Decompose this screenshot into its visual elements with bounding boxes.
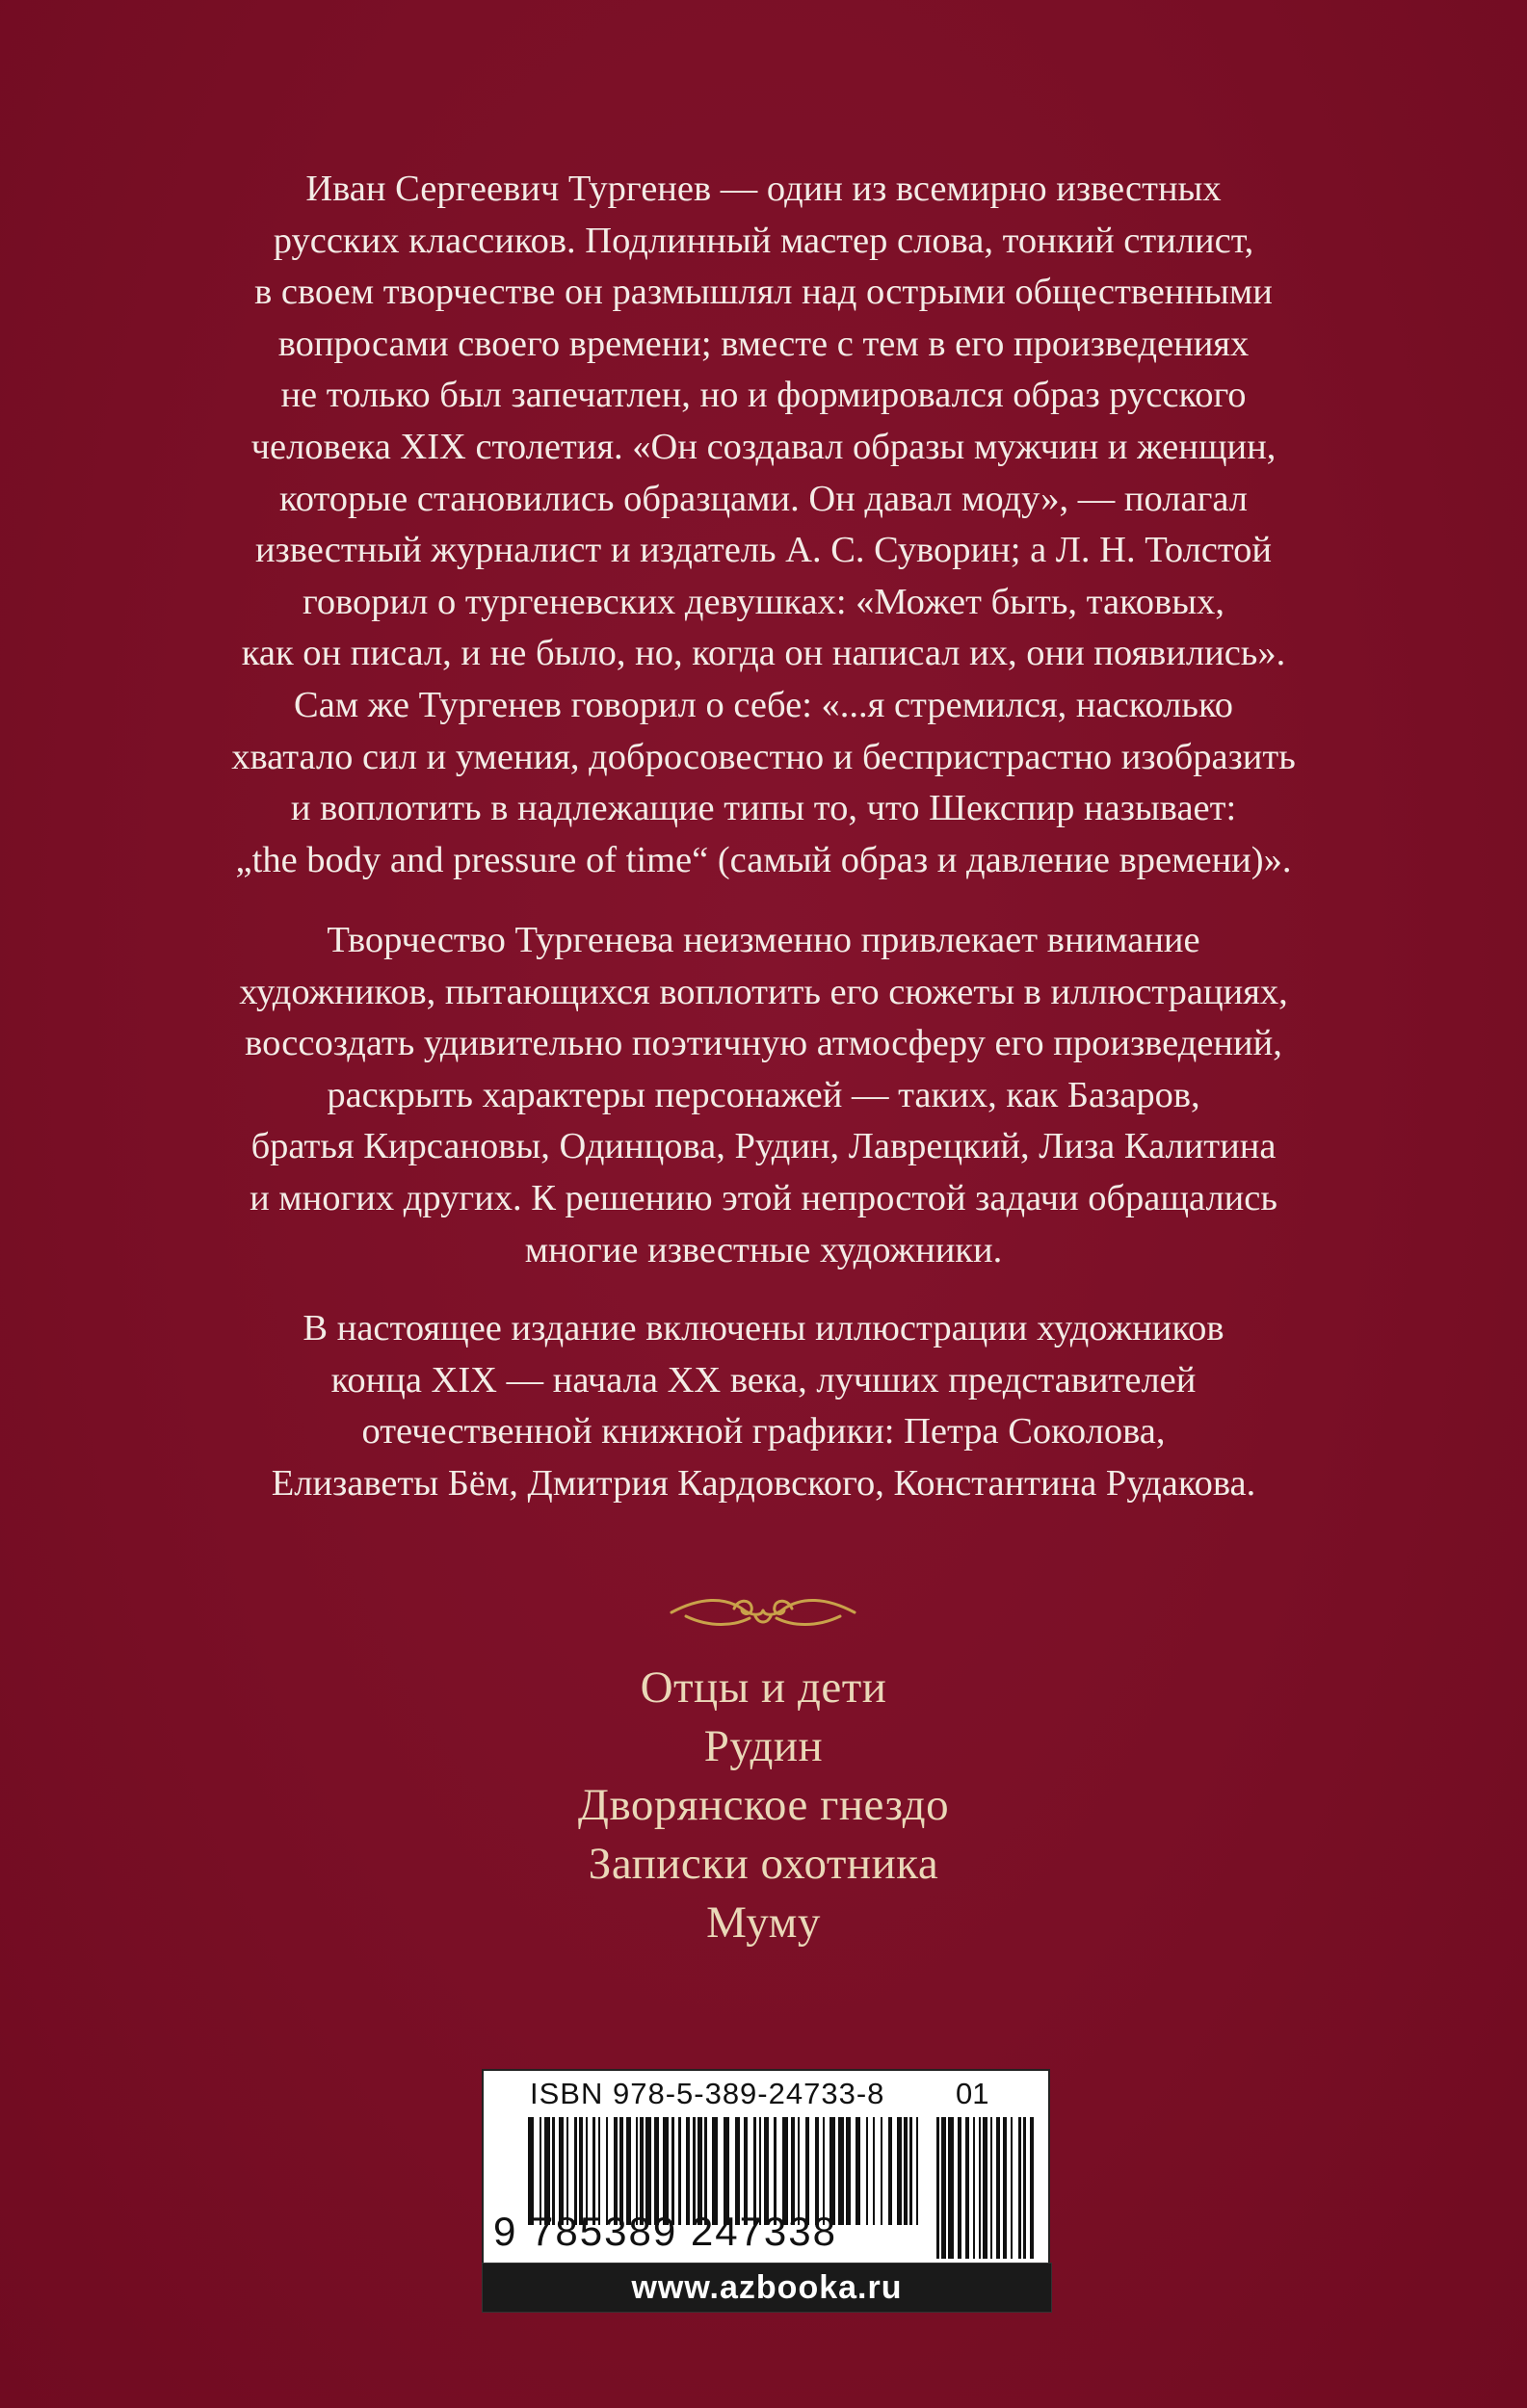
text-line: отечественной книжной графики: Петра Соколова,: [361, 1411, 1166, 1453]
barcode-bar: [936, 2117, 939, 2259]
ornament-flourish-icon: [667, 1587, 859, 1637]
work-title: Отцы и дети: [640, 1662, 887, 1713]
text-line: братья Кирсановы, Одинцова, Рудин, Лаврецкий, Лиза Калитина: [250, 1126, 1277, 1167]
contents-list: [385, 1659, 1142, 1952]
barcode-bar: [983, 2117, 987, 2259]
barcode-bar: [856, 2117, 860, 2225]
barcode-bar: [973, 2117, 975, 2259]
text-line: не только был запечатлен, но и формировался образ русского: [280, 375, 1247, 416]
text-line: художников, пытающихся воплотить его сюжеты в иллюстрациях,: [239, 971, 1288, 1012]
description-paragraph-3: [145, 1303, 1382, 1509]
barcode-bar: [846, 2117, 851, 2225]
text-line: В настоящее издание включены иллюстрации художников: [303, 1308, 1224, 1348]
text-line: хватало сил и умения, добросовестно и беспристрастно изобразить: [231, 736, 1296, 777]
description-paragraph-1: [145, 164, 1382, 886]
barcode-bar: [881, 2117, 882, 2225]
text-line: русских классиков. Подлинный мастер слова, тонкий стилист,: [273, 220, 1254, 261]
text-line: Иван Сергеевич Тургенев — один из всемирно известных: [305, 169, 1222, 209]
isbn-barcode: [482, 2069, 1050, 2264]
text-line: и воплотить в надлежащие типы то, что Шекспир называет:: [290, 788, 1237, 829]
text-line: воссоздать удивительно поэтичную атмосферу его произведений,: [245, 1023, 1282, 1064]
text-line: конца XIX — начала XX века, лучших представителей: [330, 1359, 1197, 1400]
barcode-bar: [838, 2117, 844, 2225]
barcode-bar: [904, 2117, 908, 2225]
work-title: Рудин: [703, 1721, 824, 1771]
barcode-bar: [965, 2117, 969, 2259]
barcode-bar: [1030, 2117, 1034, 2259]
text-line: в своем творчестве он размышлял над острыми общественными: [254, 272, 1273, 313]
text-line: Творчество Тургенева неизменно привлекает внимание: [327, 920, 1200, 960]
work-title: Дворянское гнездо: [577, 1780, 950, 1830]
barcode-bar: [1018, 2117, 1021, 2259]
barcode-bar: [866, 2117, 868, 2225]
barcode-bar: [909, 2117, 912, 2225]
isbn-label: ISBN 978-5-389-24733-8: [530, 2077, 885, 2110]
barcode-bar: [990, 2117, 992, 2259]
barcode-bar: [897, 2117, 902, 2225]
barcode-bar: [941, 2117, 946, 2259]
barcode-bar: [873, 2117, 875, 2225]
text-line: Сам же Тургенев говорил о себе: «...я стремился, насколько: [294, 684, 1233, 725]
text-line: и многих других. К решению этой непростой задачи обращались: [250, 1177, 1277, 1218]
text-line: известный журналист и издатель А. С. Суворин; а Л. Н. Толстой: [254, 530, 1273, 571]
barcode-bar: [1023, 2117, 1026, 2259]
description-paragraph-2: [145, 915, 1382, 1276]
barcode-bar: [916, 2117, 918, 2225]
barcode-digits: 9 785389 247338: [493, 2209, 837, 2254]
text-line: которые становились образцами. Он давал моду», — полагал: [278, 478, 1249, 519]
text-line: говорил о тургеневских девушках: «Может быть, таковых,: [303, 581, 1224, 622]
text-line: как он писал, и не было, но, когда он написал их, они появились».: [241, 633, 1286, 674]
barcode-bar: [979, 2117, 981, 2259]
barcode-bar: [996, 2117, 1000, 2259]
text-line: Елизаветы Бём, Дмитрия Кардовского, Константина Рудакова.: [271, 1462, 1256, 1504]
text-line: многие известные художники.: [524, 1229, 1003, 1270]
barcode-bar: [1003, 2117, 1007, 2259]
barcode-bar: [958, 2117, 961, 2259]
website-url: www.azbooka.ru: [482, 2263, 1052, 2313]
work-title: Муму: [706, 1898, 821, 1948]
text-line: вопросами своего времени; вместе с тем в его произведениях: [277, 323, 1250, 364]
barcode-bar: [948, 2117, 954, 2259]
text-line: раскрыть характеры персонажей — таких, как Базаров,: [327, 1074, 1200, 1115]
text-line: „the body and pressure of time“ (самый образ и давление времени)».: [235, 839, 1292, 880]
barcode-bar: [1011, 2117, 1013, 2259]
barcode-bar: [888, 2117, 892, 2225]
work-title: Записки охотника: [588, 1839, 939, 1889]
isbn-addon-code: 01: [956, 2077, 989, 2110]
text-line: человека XIX столетия. «Он создавал образы мужчин и женщин,: [250, 426, 1277, 467]
